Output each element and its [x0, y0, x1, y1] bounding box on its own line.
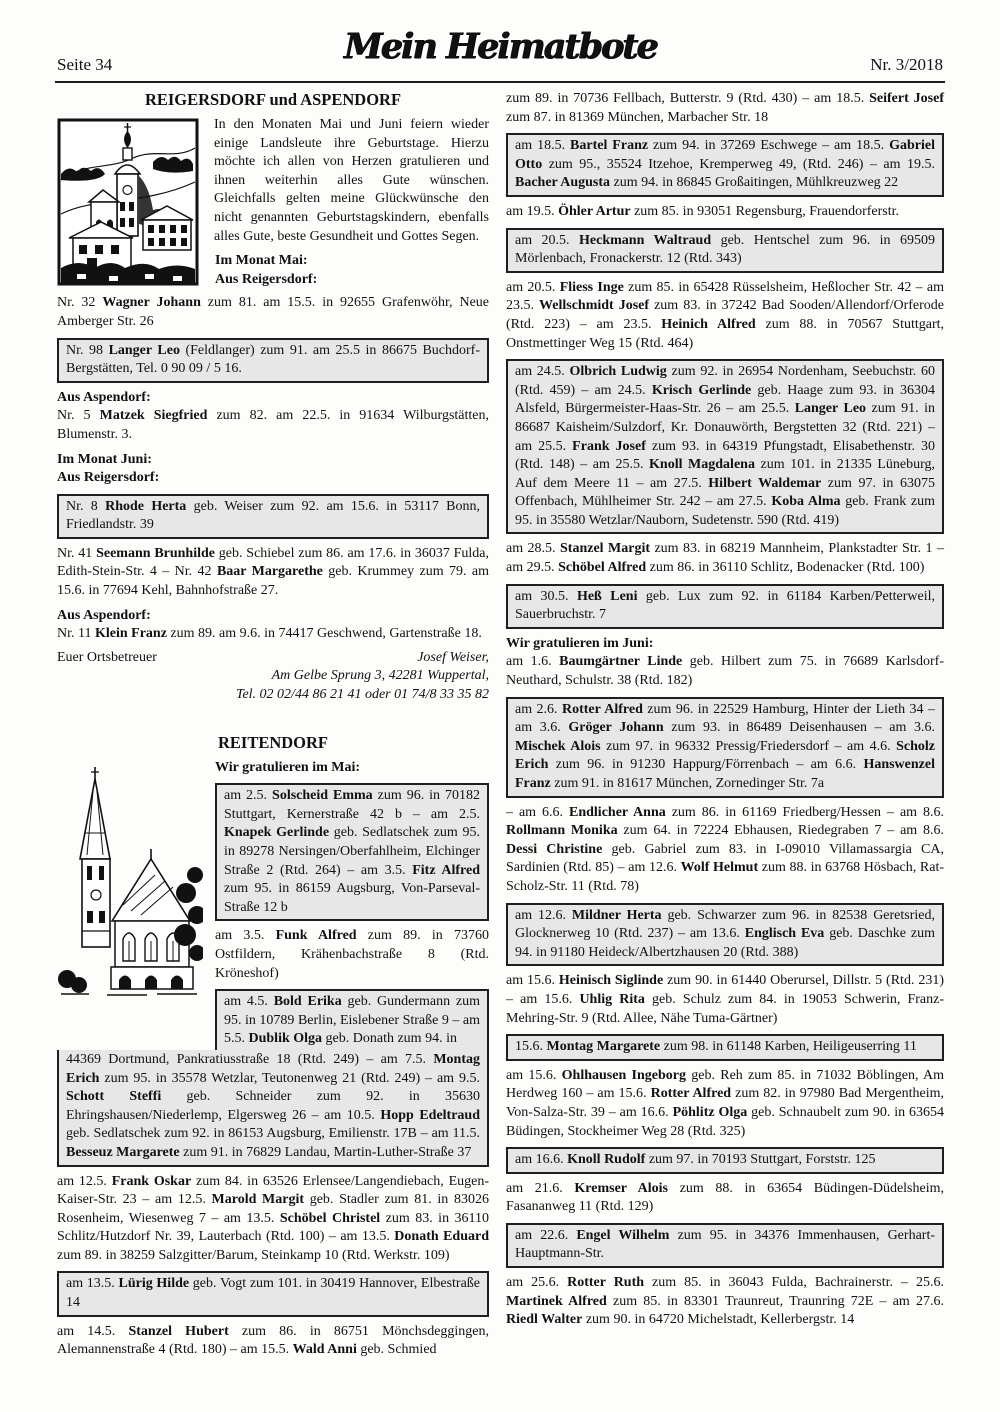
signoff-line: Am Gelbe Sprung 3, 42281 Wuppertal, [271, 668, 489, 684]
signoff-line: Tel. 02 02/44 86 21 41 oder 01 74/8 33 35 82 [235, 687, 489, 703]
signoff-block [57, 649, 489, 705]
subsection-label: Aus Reigersdorf: [57, 470, 160, 486]
birthday-entry: Nr. 41 Seemann Brunhilde geb. Schiebel zum 86. am 17.6. in 36037 Fulda, Edith-Stein-Str. 4 – Nr. 42 Baar Margarethe geb. Krummey zum 79. am 15.6. in 77694 Kehl, Bahnhofstraße 27. [57, 545, 490, 599]
highlighted-birthday-entry: am 22.6. Engel Wilhelm zum 95. in 34376 Immenhausen, Gerhart-Hauptmann-Str. [506, 1223, 944, 1268]
birthday-entry: am 1.6. Baumgärtner Linde geb. Hilbert zum 75. in 76689 Karlsdorf-Neuthard, Schulstr. 38 (Rtd. 182) [506, 654, 944, 689]
birthday-entry: am 19.5. Öhler Artur zum 85. in 93051 Regensburg, Frauendorferstr. [506, 203, 899, 219]
highlighted-birthday-entry: Nr. 8 Rhode Herta geb. Weiser zum 92. am 15.6. in 53117 Bonn, Friedlandstr. 39 [57, 494, 489, 539]
birthday-entry: am 28.5. Stanzel Margit zum 83. in 68219 Mannheim, Plankstadter Str. 1 – am 29.5. Schöbel Alfred zum 86. in 36110 Schlitz, Bodenacker (Rtd. 100) [506, 541, 944, 576]
highlighted-birthday-entry: am 16.6. Knoll Rudolf zum 97. in 70193 Stuttgart, Forststr. 125 [506, 1147, 944, 1174]
subsection-label: Im Monat Mai: [215, 253, 308, 269]
section-spacer [57, 709, 489, 733]
signoff-line: Josef Weiser, [417, 649, 489, 665]
birthday-entry: am 21.6. Kremser Alois zum 88. in 63654 Büdingen-Düdelsheim, Fasananweg 11 (Rtd. 129) [506, 1180, 944, 1215]
highlighted-birthday-entry: 44369 Dortmund, Pankratiusstraße 18 (Rtd. 249) – am 7.5. Montag Erich zum 95. in 35578 Wetzlar, Teutonenweg 21 (Rtd. 249) – am 9.5. Schott Steffi geb. Schneider zum 92. in 35630 Ehringshausen/Niederlemp, Elgersweg 26 – am 10.5. Hopp Edeltraud geb. Sedlatschek zum 92. in 86153 Augsburg, Emilienstr. 17B – am 11.5. Besseuz Margarete zum 91. in 76829 Landau, Martin-Luther-Straße 37 [57, 1050, 489, 1167]
birthday-entry: am 25.6. Rotter Ruth zum 85. in 36043 Fulda, Bachrainerstr. – 25.6. Martinek Alfred zum 85. in 83301 Traunreut, Traunring 72E – am 27.6. Riedl Walter zum 90. in 64720 Michelstadt, Kellerbergstr. 14 [506, 1275, 944, 1328]
right-column [506, 90, 944, 1335]
highlighted-birthday-entry: Nr. 98 Langer Leo (Feldlanger) zum 91. am 25.5 in 86675 Buchdorf-Bergstätten, Tel. 0 90 09 / 5 16. [57, 338, 489, 383]
highlighted-birthday-entry: am 24.5. Olbrich Ludwig zum 92. in 26954 Nordenham, Seebuchstr. 60 (Rtd. 459) – am 24.5. Krisch Gerlinde geb. Haage zum 93. in 36304 Alsfeld, Bürgermeister-Haas-Str. 26 – am 25.5. Langer Leo zum 91. in 86687 Kaisheim/Sulzdorf, Kr. Donauwörth, Bergstetten 32 (Rtd. 221) – am 25.5. Frank Josef zum 93. in 64319 Pfungstadt, Elisabethenstr. 30 (Rtd. 148) – am 25.5. Knoll Magdalena zum 101. in 21335 Lüneburg, Auf dem Meere 11 – am 27.5. Hilbert Waldemar zum 97. in 63075 Offenbach, Mühlheimer Str. 242 – am 27.5. Koba Alma geb. Frank zum 95. in 35580 Wetzlar/Nauborn, Sudetenstr. 590 (Rtd. 419) [506, 359, 944, 534]
village-church-illustration [57, 118, 199, 286]
birthday-entry: am 12.5. Frank Oskar zum 84. in 63526 Erlensee/Langendiebach, Eugen-Kaiser-Str. 23 – am 12.5. Marold Margit geb. Stadler zum 81. in 83026 Rosenheim, Wiesenweg 7 – am 13.5. Schöbel Christel zum 83. in 36110 Schlitz/Hutzdorf Nr. 39, Lauterbach (Rtd. 100) – am 13.5. Donath Eduard zum 89. in 38259 Salzgitter/Barum, Steinkamp 10 (Rtd. Werkstr. 109) [57, 1173, 490, 1263]
birthday-entry: am 14.5. Stanzel Hubert zum 86. in 86751 Mönchsdeggingen, Alemannenstraße 4 (Rtd. 180) – am 15.5. Wald Anni geb. Schmied [57, 1323, 490, 1358]
subsection-label: Aus Aspendorf: [57, 607, 151, 623]
birthday-entry: am 15.6. Ohlhausen Ingeborg geb. Reh zum 85. in 71032 Böblingen, Am Herdweg 160 – am 15.6. Rotter Alfred zum 82. in 97980 Bad Mergentheim, Von-Salza-Str. 39 – am 16.6. Pöhlitz Olga geb. Schnaubelt zum 90. in 63654 Büdingen, Stockheimer Weg 28 (Rtd. 325) [506, 1067, 945, 1139]
signoff-role-label: Euer Ortsbetreuer [57, 649, 157, 665]
subsection-label: Im Monat Juni: [57, 451, 152, 467]
highlighted-birthday-entry: am 13.5. Lürig Hilde geb. Vogt zum 101. in 30419 Hannover, Elbestraße 14 [57, 1271, 489, 1316]
birthday-entry: Nr. 5 Matzek Siegfried zum 82. am 22.5. in 91634 Wilburgstätten, Blumenstr. 3. [57, 408, 489, 442]
birthday-entry: am 20.5. Fliess Inge zum 85. in 65428 Rüsselsheim, Heßlocher Str. 42 – am 23.5. Wellschmidt Josef zum 83. in 37242 Bad Sooden/Allendorf/Orferode (Rtd. 223) – am 23.5. Heinich Alfred zum 88. in 70567 Stuttgart, Onstmettinger Weg 15 (Rtd. 464) [506, 279, 945, 351]
birthday-entry: zum 89. in 70736 Fellbach, Butterstr. 9 (Rtd. 430) – am 18.5. Seifert Josef zum 87. in 81369 München, Marbacher Str. 18 [506, 91, 945, 125]
highlighted-birthday-entry: am 2.5. Solscheid Emma zum 96. in 70182 Stuttgart, Kernerstraße 42 b – am 2.5. Knapek Gerlinde geb. Sedlatschek zum 95. in 89278 Nersingen/Oberfahlheim, Elchinger Straße 2 (Rtd. 264) – am 3.5. Fitz Alfred zum 95. in 86159 Augsburg, Von-Parseval-Straße 12 b [215, 783, 489, 921]
subsection-label: Wir gratulieren im Mai: [215, 759, 361, 775]
highlighted-birthday-entry: am 30.5. Heß Leni geb. Lux zum 92. in 61184 Karben/Petterweil, Sauerbruchstr. 7 [506, 584, 944, 629]
subsection-label: Aus Reigersdorf: [215, 271, 318, 287]
birthday-entry: – am 6.6. Endlicher Anna zum 86. in 61169 Friedberg/Hessen – am 8.6. Rollmann Monika zum 64. in 72224 Ebhausen, Riedegraben 7 – am 8.6. Dessi Christine geb. Gabriel zum 83. in I-09010 Villamassargia CA, Sardinien (Rtd. 85) – am 12.6. Wolf Helmut zum 88. in 63768 Hösbach, Rat-Scholz-Str. 11 (Rtd. 78) [506, 804, 945, 894]
birthday-entry: am 15.6. Heinisch Siglinde zum 90. in 61440 Oberursel, Dillstr. 5 (Rtd. 231) – am 15.6. Uhlig Rita geb. Schulz zum 84. in 19053 Schwerin, Franz-Mehring-Str. 9 (Rtd. Allee, Nähe Tuma-Gärtner) [506, 973, 944, 1026]
subsection-label: Aus Aspendorf: [57, 389, 151, 405]
highlighted-birthday-entry: am 18.5. Bartel Franz zum 94. in 37269 Eschwege – am 18.5. Gabriel Otto zum 95., 35524 Itzehoe, Kremperweg 49, (Rtd. 246) – am 19.5. Bacher Augusta zum 94. in 86845 Großaitingen, Mühlkreuzweg 22 [506, 133, 944, 197]
section-heading: REITENDORF [217, 732, 328, 752]
highlighted-birthday-entry: am 20.5. Heckmann Waltraud geb. Hentschel zum 96. in 69509 Mörlenbach, Fronackerstr. 12 (Rtd. 343) [506, 228, 944, 273]
highlighted-birthday-entry: 15.6. Montag Margarete zum 98. in 61148 Karben, Heiligeuserring 11 [506, 1034, 944, 1061]
birthday-entry: am 3.5. Funk Alfred zum 89. in 73760 Ostfildern, Krähenbachstraße 8 (Rtd. Kröneshof) [215, 928, 489, 981]
header-rule [55, 81, 945, 83]
highlighted-birthday-entry: am 12.6. Mildner Herta geb. Schwarzer zum 96. in 82538 Geretsried, Glocknerweg 10 (Rtd. 237) – am 13.6. Englisch Eva geb. Daschke zum 94. in 91180 Heideck/Albertzhausen 20 (Rtd. 388) [506, 903, 944, 967]
subsection-label: Wir gratulieren im Juni: [506, 635, 654, 651]
birthday-entry: In den Monaten Mai und Juni feiern wieder einige Landsleute ihre Geburtstage. Hierzu möchte ich allen von Herzen gratulieren und ihnen weiterhin alles Gute wünschen. Gleichfalls gelten meine Glückwünsche den nicht genannten Geburtstagskindern, ebenfalls alles Gute, beste Gesundheit und Gottes Segen. [214, 117, 489, 244]
section-heading: REIGERSDORF und ASPENDORF [144, 90, 402, 109]
highlighted-birthday-entry: am 4.5. Bold Erika geb. Gundermann zum 95. in 10789 Berlin, Eislebener Straße 9 – am 5.5. Dublik Olga geb. Donath zum 94. in [215, 989, 489, 1050]
highlighted-birthday-entry: am 2.6. Rotter Alfred zum 96. in 22529 Hamburg, Hinter der Lieth 34 – am 3.6. Gröger Johann zum 93. in 86489 Deisenhausen – am 3.6. Mischek Alois zum 97. in 96332 Pressig/Friedersdorf – am 4.6. Scholz Erich zum 96. in 91230 Happurg/Förrenbach – am 6.6. Hanswenzel Franz zum 91. in 81617 München, Zornedinger Str. 7a [506, 697, 944, 798]
page-number-label: Seite 34 [57, 55, 113, 74]
birthday-entry: Nr. 32 Wagner Johann zum 81. am 15.5. in 92655 Grafenwöhr, Neue Amberger Str. 26 [57, 295, 490, 329]
left-column [57, 90, 489, 1365]
gothic-church-illustration [57, 763, 203, 1001]
masthead-title: Mein Heimatbote [343, 26, 657, 67]
issue-label: Nr. 3/2018 [870, 55, 943, 74]
birthday-entry: Nr. 11 Klein Franz zum 89. am 9.6. in 74417 Geschwend, Gartenstraße 18. [57, 626, 482, 642]
